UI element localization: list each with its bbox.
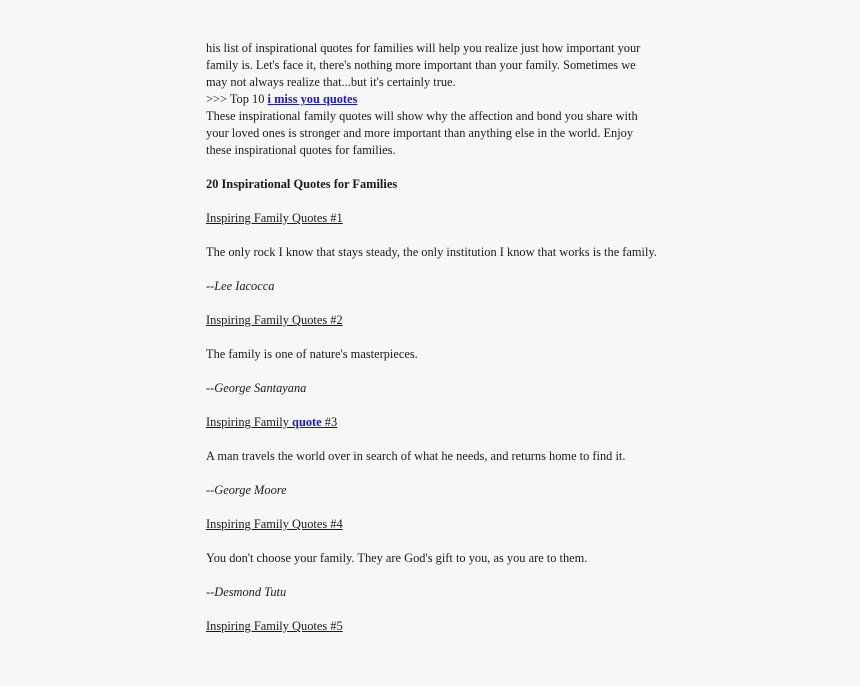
top-10-prefix: >>> Top 10 bbox=[206, 92, 268, 106]
quote-author-2: --George Santayana bbox=[206, 381, 307, 395]
quote-text-3: A man travels the world over in search of what he needs, and returns home to find it. bbox=[206, 449, 626, 463]
quote-author-1: --Lee Iacocca bbox=[206, 279, 275, 293]
quote-title-3-prefix: Inspiring Family bbox=[206, 415, 293, 429]
quote-title-4: Inspiring Family Quotes #4 bbox=[206, 517, 343, 531]
quote-title-3 bbox=[206, 414, 658, 431]
quote-link[interactable]: quote bbox=[292, 415, 322, 429]
top-10-line bbox=[206, 91, 658, 108]
quote-author-3: --George Moore bbox=[206, 483, 287, 497]
intro-paragraph: his list of inspirational quotes for families will help you realize just how important your family is. Let's face it, there's nothing more important than your family. Sometimes we may not always realize that...but it's certainly true. bbox=[206, 41, 641, 89]
i-miss-you-quotes-link[interactable]: i miss you quotes bbox=[267, 92, 358, 106]
quote-title-5: Inspiring Family Quotes #5 bbox=[206, 619, 343, 633]
quote-title-1: Inspiring Family Quotes #1 bbox=[206, 211, 343, 225]
quote-text-1: The only rock I know that stays steady, the only institution I know that works is the family. bbox=[206, 245, 657, 259]
quote-author-4: --Desmond Tutu bbox=[206, 585, 287, 599]
section-heading: 20 Inspirational Quotes for Families bbox=[206, 177, 398, 191]
document-body bbox=[206, 40, 658, 635]
description-paragraph: These inspirational family quotes will show why the affection and bond you share with your loved ones is stronger and more important than anything else in the world. Enjoy these inspirational quotes for families. bbox=[206, 109, 638, 157]
quote-text-4: You don't choose your family. They are God's gift to you, as you are to them. bbox=[206, 551, 588, 565]
quote-title-3-suffix: #3 bbox=[321, 415, 338, 429]
quote-text-2: The family is one of nature's masterpieces. bbox=[206, 347, 418, 361]
quote-title-2: Inspiring Family Quotes #2 bbox=[206, 313, 343, 327]
